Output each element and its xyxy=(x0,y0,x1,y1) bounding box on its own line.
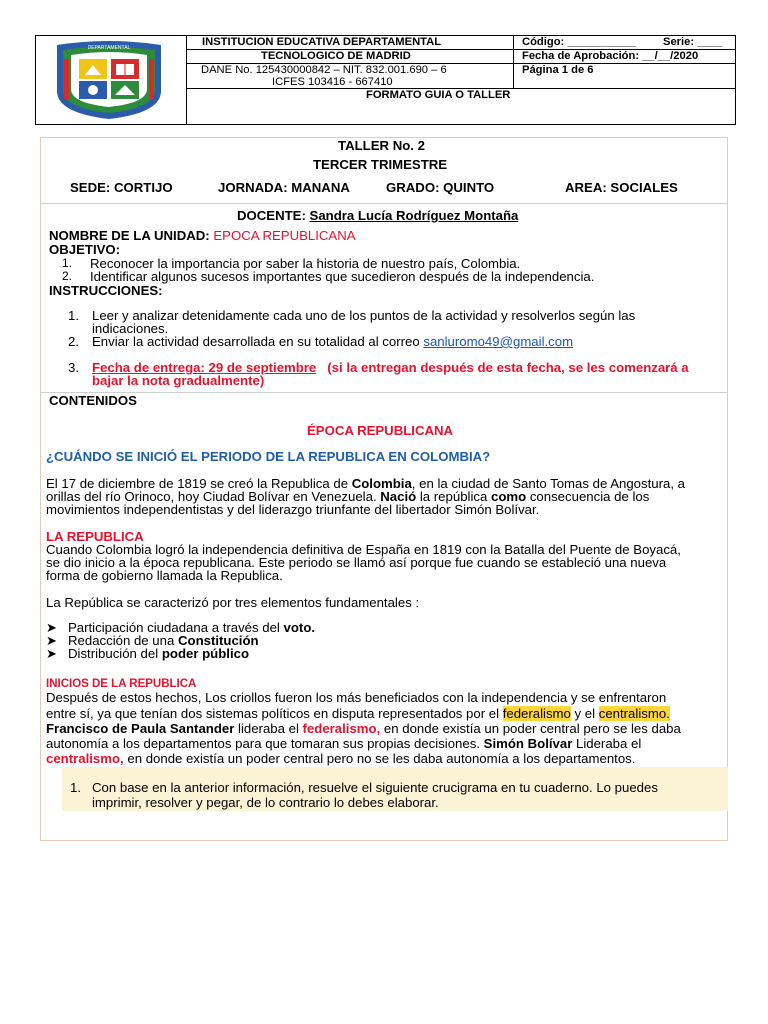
paragraph-line: autonomía a los departamentos para que tomaran sus propias decisiones. Simón Bolívar Lideraba el xyxy=(46,736,642,751)
objective-item: Reconocer la importancia por saber la historia de nuestro país, Colombia. xyxy=(90,256,521,271)
document-header xyxy=(35,35,736,125)
docente-name: Sandra Lucía Rodríguez Montaña xyxy=(309,208,519,223)
sede: SEDE: CORTIJO xyxy=(70,180,173,195)
list-item: Redacción de una Constitución xyxy=(68,633,259,648)
icfes-code: ICFES 103416 - 667410 xyxy=(272,76,393,88)
jornada: JORNADA: MANANA xyxy=(218,180,350,195)
paragraph-line: movimientos independentistas y del liderazgo triunfante del libertador Simón Bolívar. xyxy=(46,502,540,517)
paragraph-line: centralismo, en donde existía un poder central pero no se les daba autonomía a los departamentos. xyxy=(46,751,636,766)
arrow-bullet-icon: ➤ xyxy=(46,633,58,648)
activity-text-cont: imprimir, resolver y pegar, de lo contrario lo debes elaborar. xyxy=(92,795,439,810)
grado: GRADO: QUINTO xyxy=(386,180,495,195)
serie-field: Serie: ____ xyxy=(663,36,723,48)
list-item: Distribución del poder público xyxy=(68,646,250,661)
page-number: Página 1 de 6 xyxy=(522,64,594,76)
contenidos-label: CONTENIDOS xyxy=(49,393,137,408)
format-title: FORMATO GUIA O TALLER xyxy=(366,89,511,101)
institution-name: INSTITUCION EDUCATIVA DEPARTAMENTAL xyxy=(202,36,442,48)
instruction-item-cont: indicaciones. xyxy=(92,321,169,336)
logo-cell xyxy=(36,36,187,124)
instruction-number: 3. xyxy=(68,360,79,375)
instruction-number: 1. xyxy=(68,308,79,323)
objective-number: 2. xyxy=(62,269,73,283)
list-item: Participación ciudadana a través del voto. xyxy=(68,620,316,635)
federalismo-highlight: federalismo xyxy=(502,706,571,721)
svg-text:DEPARTAMENTAL: DEPARTAMENTAL xyxy=(87,45,131,51)
activity-text: Con base en la anterior información, resuelve el siguiente crucigrama en tu cuaderno. Lo puedes xyxy=(92,780,658,795)
paragraph-line: Cuando Colombia logró la independencia definitiva de España en 1819 con la Batalla del Puente de Boyacá, xyxy=(46,542,681,557)
instruction-item: Leer y analizar detenidamente cada uno de los puntos de la actividad y resolverlos según las xyxy=(92,308,636,323)
taller-title: TALLER No. 2 xyxy=(338,138,425,153)
section-title: ÉPOCA REPUBLICANA xyxy=(307,423,454,438)
area: AREA: SOCIALES xyxy=(565,180,678,195)
email-link[interactable]: sanluromo49@gmail.com xyxy=(423,334,574,349)
paragraph-line: orillas del río Orinoco, hoy Ciudad Bolívar en Venezuela. Nació la república como consecuencia de los xyxy=(46,489,650,504)
paragraph-line: forma de gobierno llamada la Republica. xyxy=(46,568,283,583)
activity-number: 1. xyxy=(70,780,81,795)
dane-nit: DANE No. 125430000842 – NIT. 832.001.690 – 6 xyxy=(201,64,447,76)
objective-number: 1. xyxy=(62,256,73,270)
school-crest-logo xyxy=(49,39,169,121)
paragraph-line: entre sí, ya que tenían dos sistemas políticos en disputa representados por el federalismo y el centralismo. xyxy=(46,706,670,721)
instruction-item: Enviar la actividad desarrollada en su totalidad al correo sanluromo49@gmail.com xyxy=(92,334,574,349)
paragraph-line: Después de estos hechos, Los criollos fueron los más beneficiados con la independencia y se enfrentaron xyxy=(46,690,667,705)
docente: DOCENTE: Sandra Lucía Rodríguez Montaña xyxy=(237,208,519,223)
instruction-number: 2. xyxy=(68,334,79,349)
deadline-text-cont: bajar la nota gradualmente) xyxy=(92,373,265,388)
fecha-aprobacion: Fecha de Aprobación: __/__/2020 xyxy=(522,50,699,62)
question-heading: ¿CUÁNDO SE INICIÓ EL PERIODO DE LA REPUBLICA EN COLOMBIA? xyxy=(46,449,491,464)
unit-name: NOMBRE DE LA UNIDAD: EPOCA REPUBLICANA xyxy=(49,228,356,243)
paragraph-line: La República se caracterizó por tres elementos fundamentales : xyxy=(46,595,420,610)
objective-item: Identificar algunos sucesos importantes que sucedieron después de la independencia. xyxy=(90,269,595,284)
institution-subname: TECNOLOGICO DE MADRID xyxy=(261,50,411,62)
arrow-bullet-icon: ➤ xyxy=(46,646,58,661)
deadline-text: Fecha de entrega: 29 de septiembre (si la entregan después de esta fecha, se les comenzará a xyxy=(92,360,689,375)
trimestre: TERCER TRIMESTRE xyxy=(313,157,448,172)
republica-heading: LA REPUBLICA xyxy=(46,529,144,544)
objetivo-label: OBJETIVO: xyxy=(49,242,121,257)
paragraph-line: El 17 de diciembre de 1819 se creó la Republica de Colombia, en la ciudad de Santo Tomas de Angostura, a xyxy=(46,476,686,491)
codigo-field: Código: ___________ xyxy=(522,36,636,48)
inicios-heading: INICIOS DE LA REPUBLICA xyxy=(46,678,197,690)
instrucciones-label: INSTRUCCIONES: xyxy=(49,283,163,298)
paragraph-line: Francisco de Paula Santander lideraba el federalismo, en donde existía un poder central pero se les daba xyxy=(46,721,681,736)
arrow-bullet-icon: ➤ xyxy=(46,620,58,635)
centralismo-highlight: centralismo. xyxy=(598,706,670,721)
paragraph-line: se dio inicio a la época republicana. Este periodo se llamó así porque fue cuando se estableció una nueva xyxy=(46,555,667,570)
